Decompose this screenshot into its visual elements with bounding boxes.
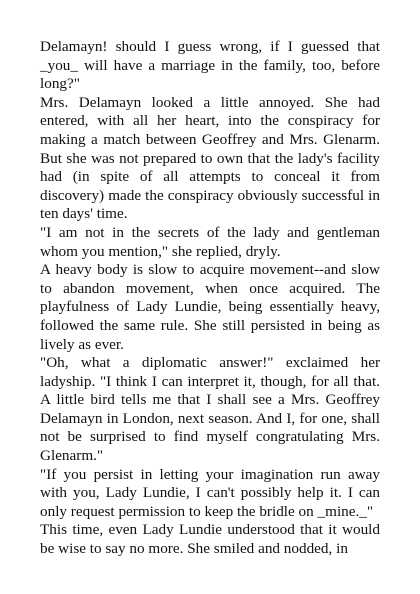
paragraph: Delamayn! should I guess wrong, if I guessed that _you_ will have a marriage in the family, too, before long?"	[40, 38, 380, 93]
document-page	[40, 38, 380, 559]
paragraph: "If you persist in letting your imagination run away with you, Lady Lundie, I can't possibly help it. I can only request permission to keep the bridle on _mine._"	[40, 465, 380, 520]
paragraph: "I am not in the secrets of the lady and gentleman whom you mention," she replied, dryly.	[40, 223, 380, 260]
paragraph: This time, even Lady Lundie understood that it would be wise to say no more. She smiled and nodded, in	[40, 521, 380, 558]
paragraph: "Oh, what a diplomatic answer!" exclaimed her ladyship. "I think I can interpret it, though, for all that. A little bird tells me that I shall see a Mrs. Geoffrey Delamayn in London, next season. And I, for one, shall not be surprised to find myself congratulating Mrs. Glenarm."	[40, 354, 380, 465]
paragraph: Mrs. Delamayn looked a little annoyed. She had entered, with all her heart, into the conspiracy for making a match between Geoffrey and Mrs. Glenarm. But she was not prepared to own that the lady's facility had (in spite of all attempts to conceal it from discovery) made the conspiracy obviously successful in ten days' time.	[40, 93, 380, 223]
paragraph: A heavy body is slow to acquire movement--and slow to abandon movement, when once acquired. The playfulness of Lady Lundie, being essentially heavy, followed the same rule. She still persisted in being as lively as ever.	[40, 261, 380, 353]
